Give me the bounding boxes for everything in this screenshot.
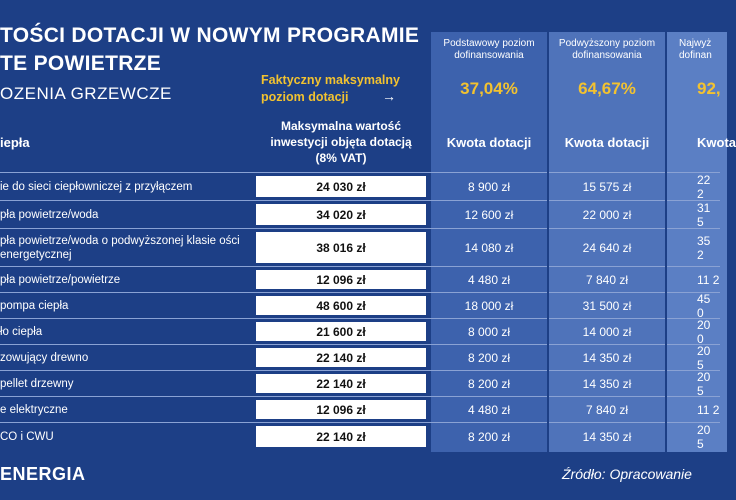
row-amount-increased: 14 350 zł [582,376,632,391]
row-amount-increased: 14 350 zł [582,350,632,365]
subsidy-table [0,172,720,450]
row-amount-increased: 31 500 zł [582,298,632,313]
row-max-value: 12 096 zł [256,270,426,289]
table-row [0,266,720,292]
row-max-value: 22 140 zł [256,348,426,367]
table-row [0,292,720,318]
column-head-increased-line1: Podwyższony poziom [558,38,656,49]
row-label: zowujący drewno [0,351,89,364]
table-row [0,200,720,228]
row-max-value: 21 600 zł [256,322,426,341]
header-device-label: iepła [0,134,30,150]
callout-line2: poziom dotacji [261,90,349,104]
row-max-value: 34 020 zł [256,204,426,225]
table-row [0,318,720,344]
pct-increased: 64,67% [578,79,636,98]
header-max-line3: (8% VAT) [315,151,367,165]
brand-logo-text: ENERGIA [0,464,86,484]
row-amount-basic: 8 200 zł [467,376,511,391]
table-row [0,172,720,200]
row-amount-basic: 4 480 zł [467,272,511,287]
row-amount-basic: 8 000 zł [467,324,511,339]
column-head-highest [667,36,727,62]
row-max-value: 22 140 zł [256,374,426,393]
row-label: pellet drzewny [0,377,74,390]
header-amount-basic: Kwota dotacji [446,134,532,150]
row-amount-increased: 14 000 zł [582,324,632,339]
page-subtitle: OZENIA GRZEWCZE [0,84,172,103]
row-amount-basic: 8 200 zł [467,429,511,444]
row-max-value: 24 030 zł [256,176,426,197]
table-row [0,422,720,450]
arrow-right-icon: → [382,88,396,104]
row-max-value: 22 140 zł [256,426,426,447]
row-amount-basic: 8 200 zł [467,350,511,365]
page-title-line-2: TE POWIETRZE [0,52,162,75]
source-note: Źródło: Opracowanie [562,466,692,482]
row-amount-highest: 20 0 [697,317,711,346]
row-label: pła powietrze/powietrze [0,273,121,286]
header-amount-highest: Kwota [697,134,736,150]
table-row [0,396,720,422]
column-head-increased-line2: dofinansowania [572,50,642,61]
row-amount-highest: 20 5 [697,369,711,398]
row-amount-highest: 20 5 [697,422,711,451]
row-amount-increased: 7 840 zł [585,402,629,417]
row-amount-highest: 11 2 [697,402,720,417]
row-max-value: 12 096 zł [256,400,426,419]
row-amount-highest: 22 2 [697,172,711,201]
column-head-basic-line1: Podstawowy poziom [443,38,535,49]
column-head-highest-line1: Najwyż [679,38,712,49]
row-amount-increased: 22 000 zł [582,207,632,222]
row-amount-basic: 14 080 zł [464,240,514,255]
row-amount-basic: 18 000 zł [464,298,514,313]
row-amount-highest: 35 2 [697,233,711,262]
row-amount-increased: 24 640 zł [582,240,632,255]
row-label: pła powietrze/woda [0,208,99,221]
column-separator [547,32,549,452]
pct-highest: 92, [697,79,721,98]
row-label: e elektryczne [0,403,68,416]
row-label: pła powietrze/woda o podwyższonej klasie ości energetycznej [0,234,240,261]
table-row [0,228,720,266]
column-head-basic-line2: dofinansowania [454,50,524,61]
header-max-line2: inwestycji objęta dotacją [270,135,412,149]
column-head-basic [431,36,547,62]
row-label: ło ciepła [0,325,43,338]
row-amount-basic: 12 600 zł [464,207,514,222]
row-amount-basic: 4 480 zł [467,402,511,417]
row-max-value: 48 600 zł [256,296,426,315]
row-amount-highest: 11 2 [697,272,720,287]
column-separator [665,32,667,452]
page-title-line-1: TOŚCI DOTACJI W NOWYM PROGRAMIE [0,24,420,47]
row-amount-highest: 45 0 [697,291,711,320]
row-label: ie do sieci ciepłowniczej z przyłączem [0,180,193,193]
header-amount-increased: Kwota dotacji [564,134,650,150]
row-label: pompa ciepła [0,299,69,312]
row-amount-increased: 15 575 zł [582,179,632,194]
header-max-line1: Maksymalna wartość [280,119,402,133]
row-amount-increased: 14 350 zł [582,429,632,444]
table-header-row [0,112,736,172]
row-amount-increased: 7 840 zł [585,272,629,287]
row-amount-basic: 8 900 zł [467,179,511,194]
row-max-value: 38 016 zł [256,232,426,263]
column-head-highest-line2: dofinan [679,50,712,61]
row-amount-highest: 31 5 [697,200,711,229]
header-max-value [256,112,426,172]
column-head-increased [549,36,665,62]
table-row [0,344,720,370]
callout-line1: Faktyczny maksymalny [261,73,400,87]
pct-basic: 37,04% [460,79,518,98]
row-amount-highest: 20 5 [697,343,711,372]
table-row [0,370,720,396]
row-label: CO i CWU [0,430,54,443]
